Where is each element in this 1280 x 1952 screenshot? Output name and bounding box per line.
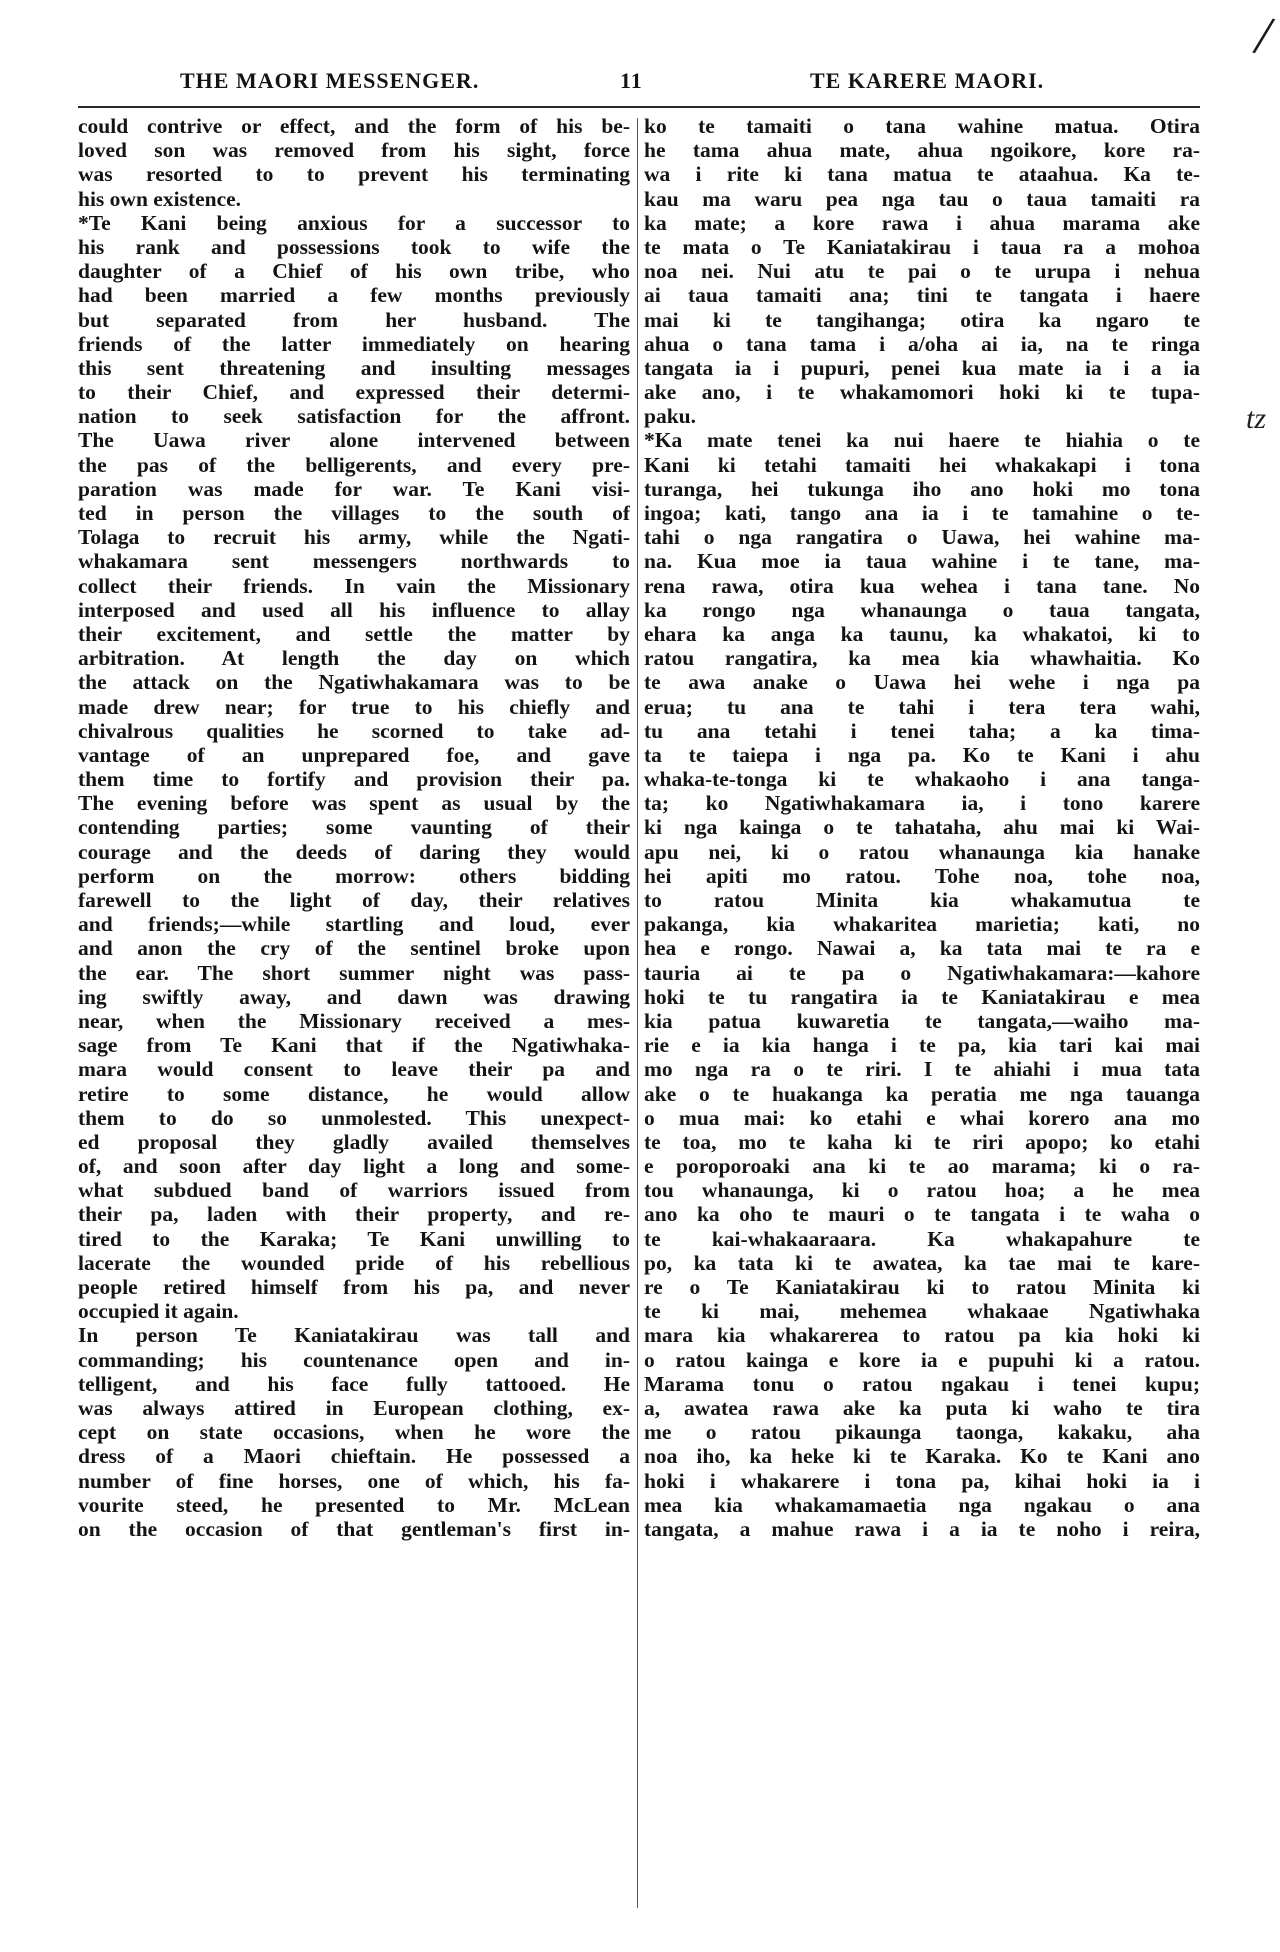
maori-text-line: tauria ai te pa o Ngatiwhakamara:—kahore xyxy=(644,960,1200,985)
english-text-line: interposed and used all his influence to allay xyxy=(78,597,630,622)
maori-text-line: ko te tamaiti o tana wahine matua. Otira xyxy=(644,114,1200,138)
maori-text-line: te mata o Te Kaniatakirau i taua ra a mohoa xyxy=(644,234,1200,259)
maori-text-line: e poroporoaki ana ki te ao marama; ki o ra- xyxy=(644,1154,1200,1179)
english-text-line: ted in person the villages to the south of xyxy=(78,501,630,525)
maori-text-line: o mua mai: ko etahi e whai korero ana mo xyxy=(644,1105,1200,1130)
maori-text-line: hoki te tu rangatira ia te Kaniatakirau e mea xyxy=(644,984,1200,1009)
english-title: THE MAORI MESSENGER. xyxy=(180,68,480,93)
english-text-line: had been married a few months previously xyxy=(78,283,630,308)
english-text-line: lacerate the wounded pride of his rebellious xyxy=(78,1250,630,1275)
english-text-line: ing swiftly away, and dawn was drawing xyxy=(78,984,630,1009)
english-text-line: The evening before was spent as usual by the xyxy=(78,791,630,816)
maori-text-line: hei apiti mo ratou. Tohe noa, tohe noa, xyxy=(644,863,1200,888)
page-header xyxy=(150,62,1210,102)
english-text-line: could contrive or effect, and the form of his be- xyxy=(78,114,630,138)
english-text-line: courage and the deeds of daring they would xyxy=(78,839,630,864)
maori-text-line: te kai-whakaaraara. Ka whakapahure te xyxy=(644,1226,1200,1251)
maori-text-line: rie e ia kia hanga i te pa, kia tari kai mai xyxy=(644,1033,1200,1058)
english-text-line: retire to some distance, he would allow xyxy=(78,1081,630,1106)
english-text-line: what subdued band of warriors issued from xyxy=(78,1178,630,1203)
maori-text-line: he tama ahua mate, ahua ngoikore, kore ra- xyxy=(644,138,1200,163)
english-text-line: was resorted to to prevent his terminating xyxy=(78,162,630,187)
maori-text-line: mai ki te tangihanga; otira ka ngaro te xyxy=(644,307,1200,332)
english-column xyxy=(78,114,630,1914)
maori-text-line: te awa anake o Uawa hei wehe i nga pa xyxy=(644,670,1200,695)
english-text-line: but separated from her husband. The xyxy=(78,307,630,332)
english-text-line: this sent threatening and insulting messages xyxy=(78,355,630,380)
english-text-line: of, and soon after day light a long and some- xyxy=(78,1154,630,1179)
maori-text-line: hea e rongo. Nawai a, ka tata mai te ra e xyxy=(644,936,1200,961)
english-text-line: and friends;—while startling and loud, ever xyxy=(78,912,630,937)
english-text-line: paration was made for war. Te Kani visi- xyxy=(78,476,630,501)
margin-pencil-mark: tz xyxy=(1245,402,1266,435)
maori-text-line: to ratou Minita kia whakamutua te xyxy=(644,888,1200,912)
english-text-line: Tolaga to recruit his army, while the Ngati- xyxy=(78,525,630,550)
column-divider xyxy=(637,118,638,1908)
corner-pencil-mark: / xyxy=(1250,4,1279,68)
maori-text-line: noa nei. Nui atu te pai o te urupa i nehua xyxy=(644,259,1200,284)
english-text-line: mara would consent to leave their pa and xyxy=(78,1057,630,1082)
english-text-line: his rank and possessions took to wife the xyxy=(78,234,630,259)
maori-title: TE KARERE MAORI. xyxy=(810,68,1045,93)
english-text-line: number of fine horses, one of which, his fa- xyxy=(78,1468,630,1493)
english-text-line: to their Chief, and expressed their determi- xyxy=(78,380,630,405)
english-text-line: loved son was removed from his sight, force xyxy=(78,138,630,163)
english-text-line: vourite steed, he presented to Mr. McLean xyxy=(78,1492,630,1517)
maori-text-line: te ki mai, mehemea whakaae Ngatiwhaka xyxy=(644,1299,1200,1324)
maori-text-line: pakanga, kia whakaritea marietia; kati, no xyxy=(644,912,1200,937)
english-text-line: their pa, laden with their property, and re- xyxy=(78,1202,630,1227)
english-text-line: vantage of an unprepared foe, and gave xyxy=(78,742,630,767)
maori-text-line: whaka-te-tonga ki te whakaoho i ana tanga- xyxy=(644,767,1200,792)
maori-text-line: tahi o nga rangatira o Uawa, hei wahine ma- xyxy=(644,525,1200,550)
maori-text-line: tangata ia i pupuri, penei kua mate ia i a ia xyxy=(644,355,1200,380)
maori-text-line: ake ano, i te whakamomori hoki ki te tupa- xyxy=(644,380,1200,405)
maori-text-line: erua; tu ana te tahi i tera tera wahi, xyxy=(644,694,1200,719)
maori-text-line: ahua o tana tama i a/oha ai ia, na te ringa xyxy=(644,331,1200,356)
english-text-line: people retired himself from his pa, and never xyxy=(78,1275,630,1299)
english-text-line: cept on state occasions, when he wore the xyxy=(78,1420,630,1445)
maori-text-line: na. Kua moe ia taua wahine i te tane, ma- xyxy=(644,549,1200,574)
english-text-line: commanding; his countenance open and in- xyxy=(78,1347,630,1372)
english-text-line: tired to the Karaka; Te Kani unwilling to xyxy=(78,1226,630,1251)
maori-column xyxy=(644,114,1200,1914)
maori-text-line: noa iho, ka heke ki te Karaka. Ko te Kani ano xyxy=(644,1444,1200,1469)
maori-text-line: ki nga kainga o te tahataha, ahu mai ki Wai- xyxy=(644,815,1200,840)
maori-text-line: ai taua tamaiti ana; tini te tangata i haere xyxy=(644,283,1200,308)
english-text-line: occupied it again. xyxy=(78,1299,239,1324)
english-text-line: them time to fortify and provision their pa. xyxy=(78,767,630,792)
maori-text-line: me o ratou pikaunga taonga, kakaku, aha xyxy=(644,1420,1200,1445)
english-text-line: his own existence. xyxy=(78,186,242,211)
english-text-line: made drew near; for true to his chiefly and xyxy=(78,694,630,719)
maori-text-line: a, awatea rawa ake ka puta ki waho te tira xyxy=(644,1395,1200,1420)
english-text-line: ed proposal they gladly availed themselves xyxy=(78,1129,630,1154)
maori-text-line: ehara ka anga ka taunu, ka whakatoi, ki to xyxy=(644,621,1200,646)
english-text-line: friends of the latter immediately on hearing xyxy=(78,331,630,356)
english-text-line: arbitration. At length the day on which xyxy=(78,646,630,671)
maori-text-line: tou whanaunga, ki o ratou hoa; a he mea xyxy=(644,1178,1200,1203)
english-text-line: was always attired in European clothing, ex- xyxy=(78,1395,630,1420)
english-text-line: dress of a Maori chieftain. He possessed a xyxy=(78,1444,630,1469)
maori-text-line: Marama tonu o ratou ngakau i tenei kupu; xyxy=(644,1371,1200,1396)
header-rule xyxy=(78,106,1200,108)
maori-text-line: hoki i whakarere i tona pa, kihai hoki ia i xyxy=(644,1468,1200,1493)
maori-text-line: rena rawa, otira kua wehea i tana tane. No xyxy=(644,573,1200,598)
maori-text-line: ta; ko Ngatiwhakamara ia, i tono karere xyxy=(644,791,1200,816)
maori-text-line: ingoa; kati, tango ana ia i te tamahine o te- xyxy=(644,501,1200,525)
english-text-line: telligent, and his face fully tattooed. He xyxy=(78,1371,630,1396)
english-text-line: nation to seek satisfaction for the affront. xyxy=(78,404,630,429)
english-text-line: perform on the morrow: others bidding xyxy=(78,863,630,888)
maori-text-line: o ratou kainga e kore ia e pupuhi ki a ratou. xyxy=(644,1347,1200,1372)
english-text-line: the pas of the belligerents, and every pre- xyxy=(78,452,630,477)
english-text-line: them to do so unmolested. This unexpect- xyxy=(78,1105,630,1130)
english-text-line: daughter of a Chief of his own tribe, who xyxy=(78,259,630,284)
maori-text-line: te toa, mo te kaha ki te riri apopo; ko etahi xyxy=(644,1129,1200,1154)
maori-text-line: mea kia whakamamaetia nga ngakau o ana xyxy=(644,1492,1200,1517)
english-text-line: The Uawa river alone intervened between xyxy=(78,428,630,453)
english-text-line: *Te Kani being anxious for a successor to xyxy=(78,210,630,235)
english-text-line: the ear. The short summer night was pass- xyxy=(78,960,630,985)
maori-text-line: paku. xyxy=(644,404,696,429)
maori-text-line: *Ka mate tenei ka nui haere te hiahia o te xyxy=(644,428,1200,453)
maori-text-line: ka mate; a kore rawa i ahua marama ake xyxy=(644,210,1200,235)
maori-text-line: tangata, a mahue rawa i a ia te noho i reira, xyxy=(644,1516,1200,1541)
english-text-line: on the occasion of that gentleman's first in- xyxy=(78,1516,630,1541)
maori-text-line: mara kia whakarerea to ratou pa kia hoki ki xyxy=(644,1323,1200,1348)
english-text-line: sage from Te Kani that if the Ngatiwhaka- xyxy=(78,1033,630,1058)
maori-text-line: ratou rangatira, ka mea kia whawhaitia. Ko xyxy=(644,646,1200,671)
maori-text-line: po, ka tata ki te awatea, ka tae mai te kare- xyxy=(644,1250,1200,1275)
english-text-line: near, when the Missionary received a mes- xyxy=(78,1008,630,1033)
maori-text-line: ake o te huakanga ka peratia me nga tauanga xyxy=(644,1081,1200,1106)
maori-text-line: mo nga ra o te riri. I te ahiahi i mua tata xyxy=(644,1057,1200,1082)
english-text-line: chivalrous qualities he scorned to take ad- xyxy=(78,718,630,743)
maori-text-line: kau ma waru pea nga tau o taua tamaiti ra xyxy=(644,186,1200,211)
maori-text-line: tu ana tetahi i tenei taha; a ka tima- xyxy=(644,718,1200,743)
maori-text-line: turanga, hei tukunga iho ano hoki mo tona xyxy=(644,476,1200,501)
maori-text-line: re o Te Kaniatakirau ki to ratou Minita ki xyxy=(644,1275,1200,1299)
english-text-line: whakamara sent messengers northwards to xyxy=(78,549,630,574)
english-text-line: collect their friends. In vain the Missionary xyxy=(78,573,630,598)
page-number: 11 xyxy=(620,68,643,93)
maori-text-line: apu nei, ki o ratou whanaunga kia hanake xyxy=(644,839,1200,864)
english-text-line: farewell to the light of day, their relatives xyxy=(78,888,630,912)
maori-text-line: ano ka oho te mauri o te tangata i te waha o xyxy=(644,1202,1200,1227)
english-text-line: the attack on the Ngatiwhakamara was to be xyxy=(78,670,630,695)
maori-text-line: kia patua kuwaretia te tangata,—waiho ma- xyxy=(644,1008,1200,1033)
english-text-line: contending parties; some vaunting of their xyxy=(78,815,630,840)
maori-text-line: ta te taiepa i nga pa. Ko te Kani i ahu xyxy=(644,742,1200,767)
english-text-line: their excitement, and settle the matter by xyxy=(78,621,630,646)
maori-text-line: wa i rite ki tana matua te ataahua. Ka te- xyxy=(644,162,1200,187)
maori-text-line: ka rongo nga whanaunga o taua tangata, xyxy=(644,597,1200,622)
english-text-line: and anon the cry of the sentinel broke upon xyxy=(78,936,630,961)
english-text-line: In person Te Kaniatakirau was tall and xyxy=(78,1323,630,1348)
maori-text-line: Kani ki tetahi tamaiti hei whakakapi i tona xyxy=(644,452,1200,477)
